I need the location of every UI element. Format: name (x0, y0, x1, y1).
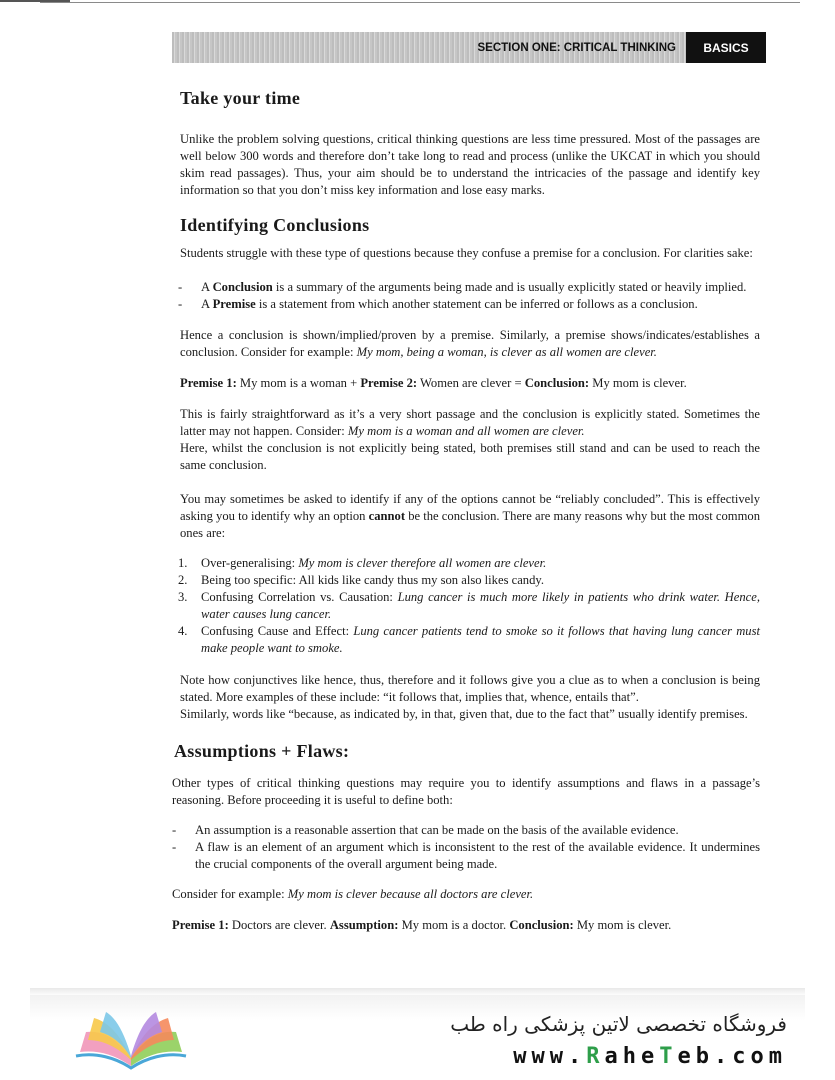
heading-take-your-time: Take your time (180, 88, 301, 108)
paragraph: Here, whilst the conclusion is not explicitly being stated, both premises still stand and can be used to reach the same conclusion. (180, 441, 760, 472)
list-item: - A flaw is an element of an argument which is inconsistent to the rest of the available evidence. It undermines the crucial components of the overall argument being made. (172, 840, 760, 871)
list-item: 1. Over-generalising: My mom is clever therefore all women are clever. (178, 556, 547, 570)
paragraph: Note how conjunctives like hence, thus, therefore and it follows give you a clue as to when a conclusion is being stated. More examples of these include: “it follows that, implies that, whence, entails that”. (180, 673, 760, 704)
paragraph: Hence a conclusion is shown/implied/proven by a premise. Similarly, a premise shows/indicates/establishes a conclusion. Consider for example: My mom, being a woman, is clever as all women are clever. (180, 328, 760, 359)
website-url: www.RaheTeb.com (513, 1044, 787, 1069)
page-header (172, 32, 766, 63)
list-item: - A Conclusion is a summary of the arguments being made and is usually explicitly stated or heavily implied. (178, 280, 747, 294)
shop-name: فروشگاه تخصصی لاتین پزشکی راه طب (450, 1012, 787, 1036)
scan-edge (0, 0, 835, 6)
list-item: 4. Confusing Cause and Effect: Lung cancer patients tend to smoke so it follows that having lung cancer must make people want to smoke. (178, 624, 760, 655)
paragraph: Students struggle with these type of questions because they confuse a premise for a conclusion. For clarities sake: (180, 246, 753, 260)
reasons-list (172, 555, 760, 657)
heading-assumptions-flaws: Assumptions + Flaws: (174, 741, 350, 761)
list-item: - An assumption is a reasonable assertion that can be made on the basis of the available evidence. (172, 823, 679, 837)
premise-equation: Premise 1: My mom is a woman + Premise 2: Women are clever = Conclusion: My mom is clever. (180, 376, 687, 390)
paragraph: Unlike the problem solving questions, critical thinking questions are less time pressured. Most of the passages are well below 300 words and therefore don’t take long to read and process (unlike the UKCAT in which you should skim read passages). Thus, your aim should be to understand the intricacies of the passage and identify key information so that you don’t miss key information and lose easy marks. (180, 132, 760, 197)
heading-identifying-conclusions: Identifying Conclusions (180, 215, 370, 235)
premise-equation: Premise 1: Doctors are clever. Assumption: My mom is a doctor. Conclusion: My mom is clever. (172, 918, 672, 932)
definition-list (172, 279, 760, 313)
paragraph: Other types of critical thinking questions may require you to identify assumptions and flaws in a passage’s reasoning. Before proceeding it is useful to define both: (172, 776, 760, 807)
paragraph: This is fairly straightforward as it’s a very short passage and the conclusion is explicitly stated. Sometimes the latter may not happen. Consider: My mom is a woman and all women are clever. (180, 407, 760, 438)
assumption-flaw-list (172, 822, 760, 873)
paragraph: Similarly, words like “because, as indicated by, in that, given that, due to the fact that” usually identify premises. (180, 707, 748, 721)
page-content (172, 86, 760, 934)
section-title: SECTION ONE: CRITICAL THINKING (172, 32, 686, 63)
paragraph: You may sometimes be asked to identify if any of the options cannot be “reliably concluded”. This is effectively asking you to identify why an option cannot be the conclusion. There are many reasons why but the most common ones are: (180, 492, 760, 540)
book-logo-icon (72, 1008, 190, 1070)
list-item: 3. Confusing Correlation vs. Causation: Lung cancer is much more likely in patients who drink water. Hence, water causes lung cancer. (178, 590, 760, 621)
list-item: - A Premise is a statement from which another statement can be inferred or follows as a conclusion. (178, 297, 698, 311)
list-item: 2. Being too specific: All kids like candy thus my son also likes candy. (178, 573, 545, 587)
paragraph: Consider for example: My mom is clever because all doctors are clever. (172, 887, 534, 901)
basics-badge: BASICS (686, 32, 766, 63)
